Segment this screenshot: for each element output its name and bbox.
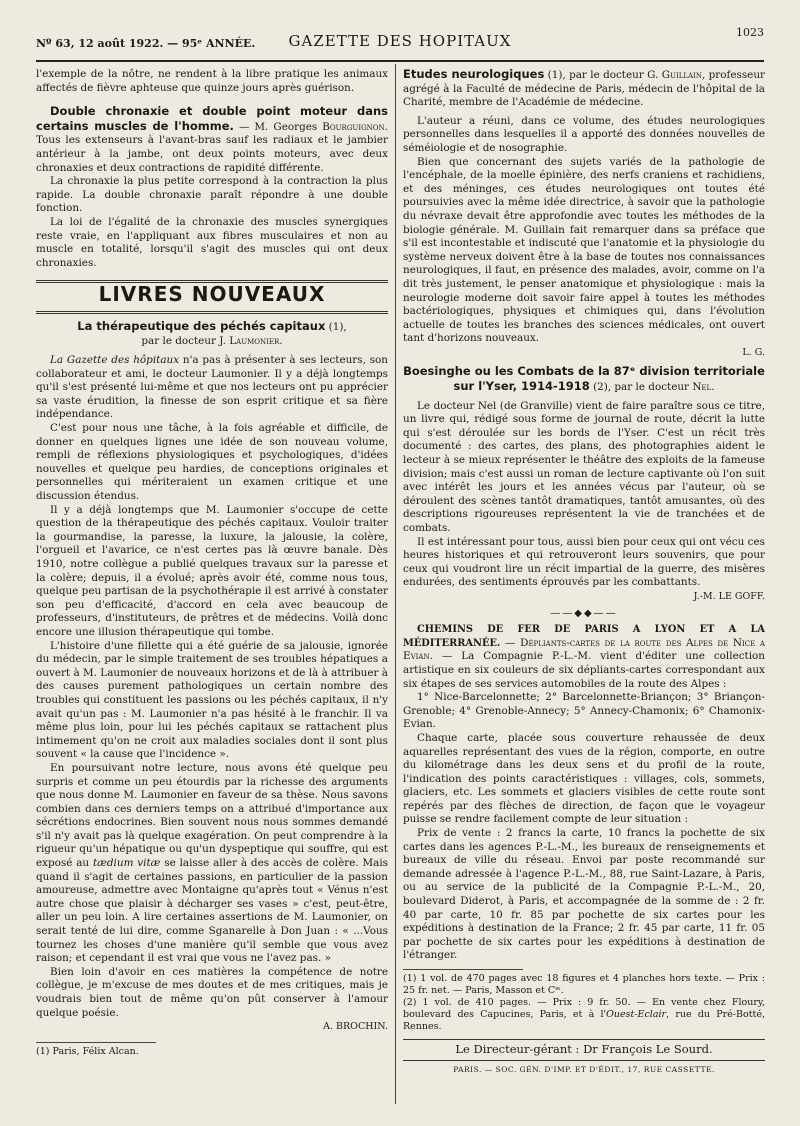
director-line: Le Directeur-gérant : Dr François Le Sourd. [403,1039,765,1061]
page-number: 1023 [736,26,764,39]
banner-title: LIVRES NOUVEAUX [98,282,326,307]
chemins-text: — La Compagnie P.-L.-M. vient d'éditer une collection artistique en six couleurs de six dépliants-cartes correspondant aux six étapes de ses services automobiles de la route des Alpes : [403,650,765,690]
etudes-author: Guillain [661,69,702,81]
page-header [36,26,764,56]
p5-text-a: En poursuivant notre lecture, nous avons été quelque peu surpris et comme un peu étourdis par la richesse des arguments que nous donne M. Laumonier en faveur de sa thèse. Nous savons combien dans ces derniers temps on a attribué d'importance aux sécrétions endocrines. Bien souvent nous nous sommes demandé s'il n'y avait pas là quelque exagération. On peut comprendre à la rigueur qu'un hépatique ou qu'un dyspeptique qui souffre, qui est exposé au [36,761,388,870]
header-rule [36,60,764,62]
therapeutique-paragraph-3: Il y a déjà longtemps que M. Laumonier s'occupe de cette question de la thérapeutique des péchés capitaux. Vouloir traiter la gourmandise, la paresse, la luxure, la jalousie, la colère, l'orgueil et l'avarice, ce n'est certes pas là œuvre banale. Dès 1910, notre collègue a publié quelques travaux sur la paresse et la colère; depuis, il a évolué; après avoir été, comme nous tous, quelque peu partisan de la psychothérapie il est arrivé à constater son peu d'efficacité, d'accord en cela avec beaucoup de professeurs, d'instituteurs, de prêtres et de médecins. Voilà donc encore une illusion thérapeutique qui tombe. [36,503,388,638]
etudes-paragraph-2: Bien que concernant des sujets variés de la pathologie de l'encéphale, de la moelle épinière, des nerfs craniens et rachidiens, et des méninges, ces études neurologiques ont toutes été poursuivies avec la même idée directrice, à savoir que la pathologie du névraxe devait être approfondie avec toutes les méthodes de la biologie générale. M. Guillain fait remarquer dans sa préface que s'il est incontestable et indiscuté que l'anatomie et la physiologie du système nerveux doivent être à la base de toutes nos connaissances neurologiques, il faut, en présence des malades, avoir, comme on l'a dit très justement, le penser anatomique et physiologique : mais la neurologie moderne doit savoir faire appel à toutes les méthodes bactériologiques, physiques et chimiques qui, dans l'évolution actuelle de toutes les branches des sciences médicales, ont ouvert tant d'horizons nouveaux. [403,155,765,345]
etudes-title: Etudes neurologiques [403,68,545,81]
p5-text-b: se laisse aller à des accès de colère. Mais quand il s'agit de certaines passions, en particulier de la passion amoureuse, admettre avec Montaigne qu'après tout « Vénus n'est autre chose que plaisir à décharger ses vases » c'est, peut-être, aller un peu loin. A lire certaines assertions de M. Laumonier, on serait tenté de lui dire, comme Sganarelle à Don Juan : « ...Vous tournez les choses d'une manière qu'il semble que vous avez raison; et cependant il est vrai que vous ne l'avez pas. » [36,857,388,965]
boesinghe-paragraph-1: Le docteur Nel (de Granville) vient de faire paraître sous ce titre, un livre qui, rédigé sous forme de journal de route, décrit la lutte qui s'est déroulée sur les bords de l'Yser. C'est un récit très documenté : des cartes, des plans, des photographies aident le lecteur à se mieux représenter le théâtre des exploits de la fameuse division; mais c'est aussi un roman de lecture captivante où l'on suit avec intérêt les jours et les années vécus par l'auteur, où se déroulent des scènes tantôt dramatiques, tantôt amusantes, où des descriptions rigoureuses représentent la vie de tranchées et de combats. [403,399,765,534]
journal-title: GAZETTE DES HOPITAUX [288,32,512,50]
chronaxie-paragraph-2: La chronaxie la plus petite correspond à la contraction la plus rapide. La double chronaxie paraît répondre à une double fonction. [36,175,388,215]
right-column [403,68,765,1098]
column-divider [395,64,396,1104]
livres-nouveaux-banner [36,280,388,314]
intro-paragraph: l'exemple de la nôtre, ne rendent à la libre pratique les animaux affectés de fièvre aphteuse que quinze jours après guérison. [36,68,388,94]
chemins-paragraph-2: Chaque carte, placée sous couverture rehaussée de deux aquarelles représentant des vues de la région, comporte, en outre du kilométrage dans les deux sens et du profil de la route, l'indication des points caractéristiques : villages, cols, sommets, glaciers, etc. Les sommets et glaciers visibles de cette route sont repérés par des flèches de direction, de façon que le voyageur puisse se rendre facilement compte de leur situation : [403,731,765,826]
etudes-signature: L. G. [742,346,765,358]
chronaxie-title: Double chronaxie et double point moteur dans certains muscles de l'homme. [36,104,388,133]
therapeutique-paragraph-5 [36,762,388,966]
boesinghe-signature: J.-M. LE GOFF. [693,590,765,602]
etudes-author-rest: , professeur agrégé à la Faculté de médecine de Paris, médecin de l'hôpital de la Charité, membre de l'Académie de médecine. [403,69,765,109]
therapeutique-title-block [36,320,388,335]
therapeutique-byline [36,335,388,349]
issue-info: Nº 63, 12 août 1922. — 95ᵉ ANNÉE. [36,37,256,50]
printer-line: PARIS. — SOC. GÉN. D'IMP. ET D'ÉDIT., 17, RUE CASSETTE. [453,1064,715,1074]
boesinghe-paragraph-2: Il est intéressant pour tous, aussi bien pour ceux qui ont vécu ces heures historiques et qui retrouveront leurs souvenirs, que pour ceux qui voudront lire un récit impartial de la guerre, des misères endurées, des sentiments éprouvés par les combattants. [403,535,765,589]
fn2-italic: Ouest-Eclair [606,1009,667,1020]
etudes-heading [403,68,765,110]
etudes-paragraph-1: L'auteur a réuni, dans ce volume, des études neurologiques personnelles dans lesquelles il a apporté des données nouvelles de séméiologie et de nosographie. [403,114,765,154]
boesinghe-author: Nel [692,381,712,394]
therapeutique-paragraph-2: C'est pour nous une tâche, à la fois agréable et difficile, de donner en quelques lignes une idée de son nouveau volume, rempli de réflexions physiologiques et psychologiques, d'idées nouvelles et quelque peu hardies, de conceptions originales et personnelles qui mériteraient un examen critique et une discussion étendus. [36,422,388,503]
chemins-stages: 1° Nice-Barcelonnette; 2° Barcelonnette-Briançon; 3° Briançon-Grenoble; 4° Grenoble-Annecy; 5° Annecy-Chamonix; 6° Chamonix-Evian. [403,691,765,731]
therapeutique-paragraph-1 [36,354,388,422]
fn2-text-a: (2) 1 vol. de 410 pages. — Prix : 9 fr. 50. — En vente chez Floury, boulevard des Capucines, Paris, et à l' [403,997,765,1020]
chemins-paragraph-3: Prix de vente : 2 francs la carte, 10 francs la pochette de six cartes dans les agences P.-L.-M., les bureaux de renseignements et bureaux de ville du réseau. Envoi par poste recommandé sur demande adressée à l'agence P.-L.-M., 88, rue Saint-Lazare, à Paris, ou au service de la publicité de la Compagnie P.-L.-M., 20, boulevard Diderot, à Paris, et accompagnée de la somme de : 2 fr. 40 par carte, 10 fr. 85 par pochette de six cartes pour les expéditions à destination de la France; 2 fr. 45 par carte, 11 fr. 05 par pochette de six cartes pour les expéditions à destination de l'étranger. [403,827,765,962]
chronaxie-author-prefix: — M. Georges [233,120,323,133]
boesinghe-title-rest: (2), par le docteur [589,381,693,394]
byline-author: Laumonier [229,334,280,347]
chemins-paragraph-1 [403,623,765,691]
footnote-rule [36,1042,156,1043]
boesinghe-author-rest: . [711,381,715,394]
brochin-signature: A. BROCHIN. [323,1021,388,1033]
section-ornament: ——◆◆—— [550,607,618,619]
footnote-1: (1) 1 vol. de 470 pages avec 18 figures et 4 planches hors texte. — Prix : 25 fr. net. — Paris, Masson et Cⁱᵉ. [403,973,765,996]
byline-suffix: . [279,334,283,347]
etudes-title-rest: (1), par le docteur G. [544,69,662,81]
footnote-2 [403,997,765,1033]
gazette-name: La Gazette des hôpitaux [50,354,180,367]
left-footnote: (1) Paris, Félix Alcan. [36,1045,139,1057]
therapeutique-title: La thérapeutique des péchés capitaux [77,318,326,333]
chronaxie-paragraph-1 [36,105,388,175]
boesinghe-title: Boesinghe ou les Combats de la 87ᵉ division territoriale sur l'Yser, 1914-1918 [403,364,765,394]
boesinghe-heading [403,365,765,394]
p1-text: n'a pas à présenter à ses lecteurs, son collaborateur et ami, le docteur Laumonier. Il y a déjà longtemps qu'il s'est présenté lui-même et que nos lecteurs ont pu apprécier sa vaste érudition, la finesse de son esprit critique et sa fière indépendance. [36,354,388,421]
chronaxie-author: Bourguignon [322,120,385,133]
chronaxie-paragraph-3: La loi de l'égalité de la chronaxie des muscles synergiques reste vraie, en l'appliquant aux fibres musculaires et non au muscle en totalité, lorsqu'il s'agit des muscles qui ont deux chronaxies. [36,215,388,269]
right-footnote-rule [403,969,523,970]
fn2-text-b: , rue du Pré-Botté, Rennes. [403,1009,765,1032]
therapeutique-paragraph-4: L'histoire d'une fillette qui a été guérie de sa jalousie, ignorée du médecin, par le simple traitement de ses troubles hépatiques a ouvert à M. Laumonier de nouveaux horizons et de là à attribuer à des causes purement pathologiques un certain nombre des troubles qui constituent les passions ou les péchés capitaux, il n'y avait qu'un pas : M. Laumonier n'a pas hésité à le franchir. Il va même plus loin, pour lui les péchés capitaux se rattachent plus intimement qu'on ne croit aux maladies sociales dont il sont plus souvent « la cause que l'incidence ». [36,639,388,761]
chronaxie-text: . Tous les extenseurs à l'avant-bras sauf les radiaux et le jambier antérieur à la jambe, ont deux points moteurs, avec deux chronaxies et deux contractions de rapidité différente. [36,120,388,174]
p5-italic: tædium vitæ [92,857,161,870]
left-column [36,68,388,1078]
therapeutique-fnmark: (1), [325,320,347,333]
chemins-title: CHEMINS DE FER DE PARIS A LYON ET A LA MÉDITERRANÉE. [403,624,765,649]
chemins-subtitle: — Dépliants-cartes de la route des Alpes de Nice a Evian. [403,636,765,663]
therapeutique-paragraph-6: Bien loin d'avoir en ces matières la compétence de notre collègue, je m'excuse de mes doutes et de mes critiques, mais je voudrais bien tout de même qu'on pût conserver à l'amour quelque poésie. [36,965,388,1019]
byline-prefix: par le docteur J. [141,334,230,347]
